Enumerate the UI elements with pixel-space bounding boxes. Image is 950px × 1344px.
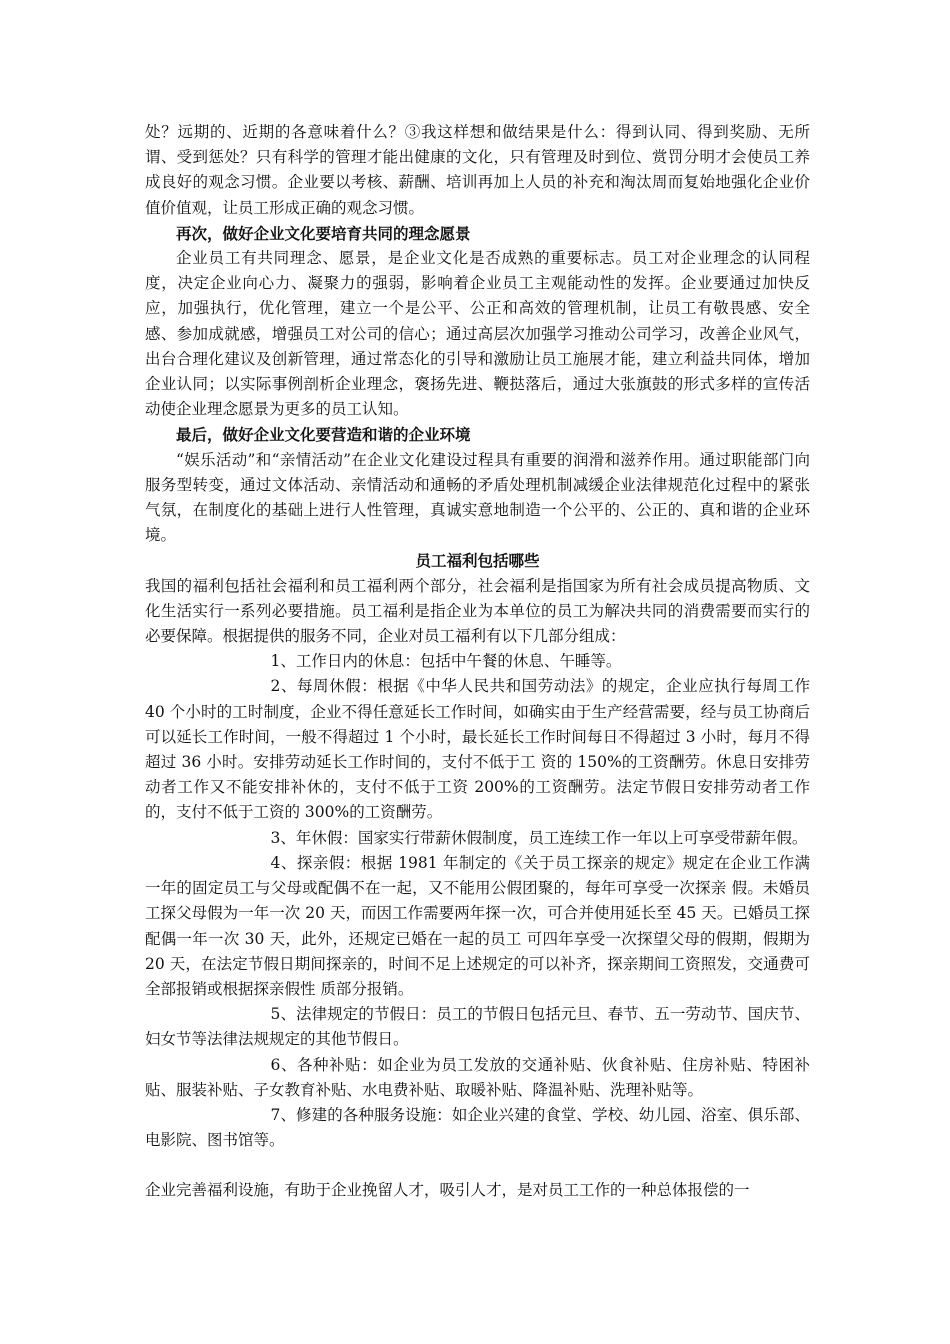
welfare-item-4: 4、探亲假：根据 1981 年制定的《关于员工探亲的规定》规定在企业工作满一年的固定员工与父母或配偶不在一起，又不能用公假团聚的，每年可享受一次探亲 假。未婚员工探父母假为一年一次 20 天，而因工作需要两年探一次，可合并使用延长至 45 天。已婚员工探配偶一年一次 30 天，此外，还规定已婚在一起的员工 可四年享受一次探望父母的假期，假期为 20 天，在法定节假日期间探亲的，时间不足上述规定的可以补齐，探亲期间工资照发，交通费可全部报销或根据探亲假性 质部分报销。 <box>145 853 810 998</box>
section-heading-environment: 最后，做好企业文化要营造和谐的企业环境 <box>176 425 471 445</box>
document-body <box>145 120 810 1204</box>
paragraph-gap <box>145 1153 810 1178</box>
welfare-closing: 企业完善福利设施，有助于企业挽留人才，吸引人才，是对员工工作的一种总体报偿的一 <box>145 1181 750 1200</box>
welfare-item-1: 1、工作日内的休息：包括中午餐的休息、午睡等。 <box>270 652 622 671</box>
environment-paragraph: “娱乐活动”和“亲情活动”在企业文化建设过程具有重要的润滑和滋养作用。通过职能部门向服务型转变，通过文体活动、亲情活动和通畅的矛盾处理机制减缓企业法律规范化过程中的紧张气氛，在制度化的基础上进行人性管理，真诚实意地制造一个公平的、公正的、真和谐的企业环境。 <box>145 450 810 545</box>
welfare-intro: 我国的福利包括社会福利和员工福利两个部分，社会福利是指国家为所有社会成员提高物质、文化生活实行一系列必要措施。员工福利是指企业为本单位的员工为解决共同的消费需要而实行的必要保障。根据提供的服务不同，企业对员工福利有以下几部分组成： <box>145 576 810 646</box>
welfare-item-2: 2、每周休假：根据《中华人民共和国劳动法》的规定，企业应执行每周工作 40 个小时的工时制度，企业不得任意延长工作时间，如确实由于生产经营需要，经与员工协商后可以延长工作时间，一般不得超过 1 个小时，最长延长工作时间每日不得超过 3 小时，每月不得超过 36 小时。安排劳动延长工作时间的，支付不低于工 资的 150%的工资酬劳。休息日安排劳动者工作又不能安排补休的，支付不低于工资 200%的工资酬劳。法定节假日安排劳动者工作的，支付不低于工资的 300%的工资酬劳。 <box>145 677 810 822</box>
intro-paragraph: 处？远期的、近期的各意味着什么？③我这样想和做结果是什么：得到认同、得到奖励、无所谓、受到惩处？只有科学的管理才能出健康的文化，只有管理及时到位、赏罚分明才会使员工养成良好的观念习惯。企业要以考核、薪酬、培训再加上人员的补充和淘汰周而复始地强化企业价值价值观，让员工形成正确的观念习惯。 <box>145 123 810 217</box>
welfare-item-5: 5、法律规定的节假日：员工的节假日包括元旦、春节、五一劳动节、国庆节、妇女节等法律法规规定的其他节假日。 <box>145 1005 810 1049</box>
welfare-item-7: 7、修建的各种服务设施：如企业兴建的食堂、学校、幼儿园、浴室、俱乐部、电影院、图书馆等。 <box>145 1105 810 1150</box>
welfare-title: 员工福利包括哪些 <box>415 551 540 571</box>
vision-paragraph: 企业员工有共同理念、愿景，是企业文化是否成熟的重要标志。员工对企业理念的认同程度，决定企业向心力、凝聚力的强弱，影响着企业员工主观能动性的发挥。企业要通过加快反应，加强执行，优化管理，建立一个是公平、公正和高效的管理机制，让员工有敬畏感、安全感、参加成就感，增强员工对公司的信心；通过高层次加强学习推动公司学习，改善企业风气，出台合理化建议及创新管理，通过常态化的引导和激励让员工施展才能，建立利益共同体，增加企业认同；以实际事例剖析企业理念，褒扬先进、鞭挞落后，通过大张旗鼓的形式多样的宣传活动使企业理念愿景为更多的员工认知。 <box>145 249 810 419</box>
welfare-item-6: 6、各种补贴：如企业为员工发放的交通补贴、伙食补贴、住房补贴、特困补贴、服装补贴、子女教育补贴、水电费补贴、取暖补贴、降温补贴、洗理补贴等。 <box>145 1055 810 1099</box>
welfare-item-3: 3、年休假：国家实行带薪休假制度，员工连续工作一年以上可享受带薪年假。 <box>270 828 808 847</box>
section-heading-vision: 再次，做好企业文化要培育共同的理念愿景 <box>176 223 471 243</box>
